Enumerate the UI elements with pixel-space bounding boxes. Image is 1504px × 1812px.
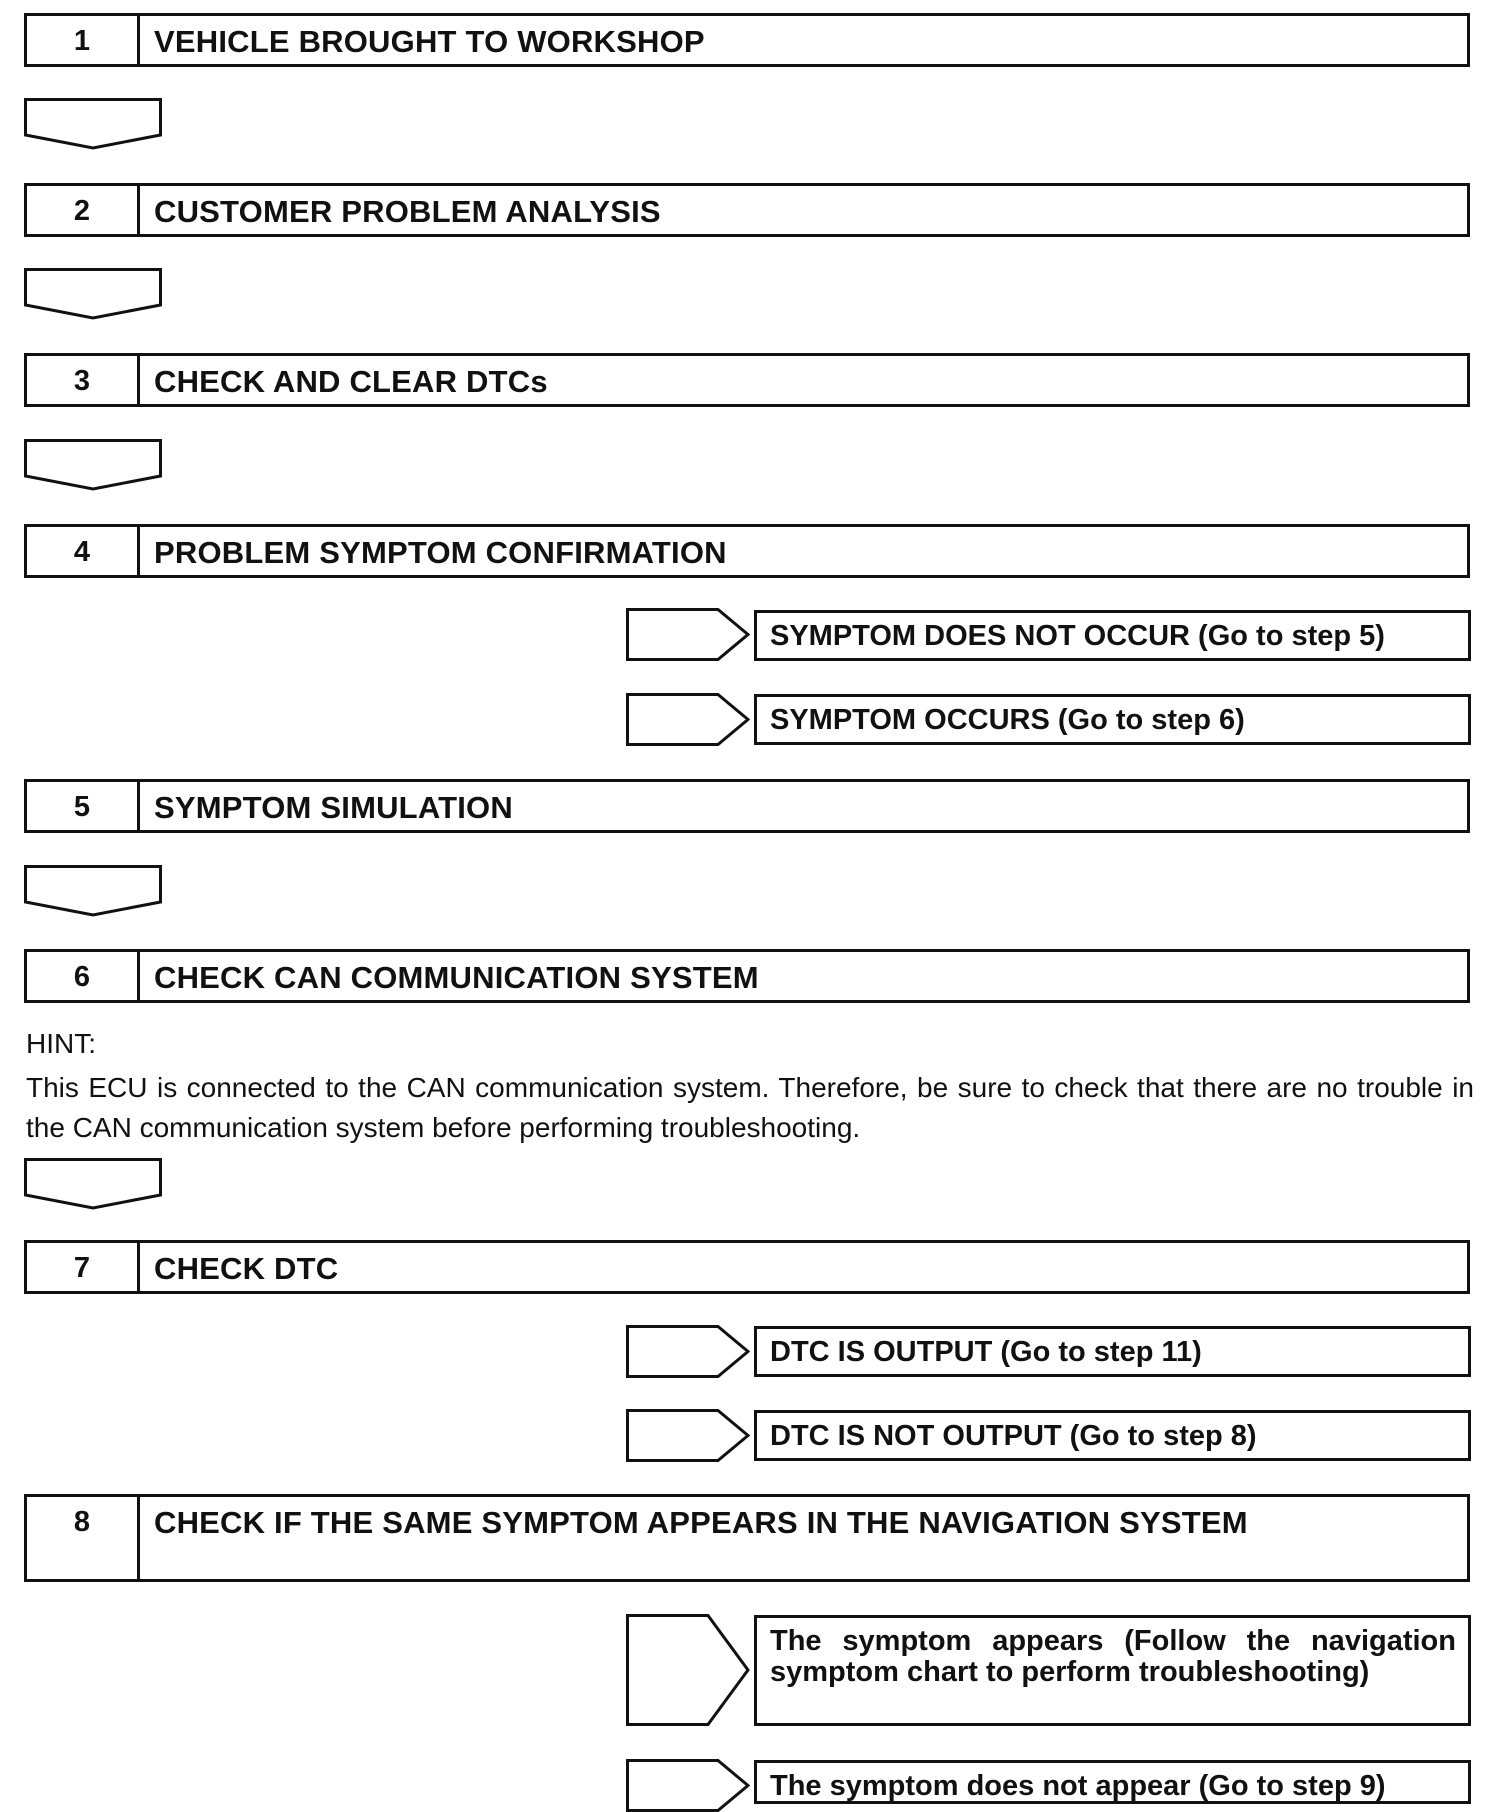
step-title: PROBLEM SYMPTOM CONFIRMATION — [154, 535, 727, 570]
step-number: 8 — [27, 1497, 140, 1579]
step-title: CHECK AND CLEAR DTCs — [154, 364, 548, 399]
step-number: 6 — [27, 952, 140, 1000]
step-6-box — [24, 949, 1470, 1003]
step-title: CHECK CAN COMMUNICATION SYSTEM — [154, 960, 759, 995]
down-arrow-icon — [24, 98, 162, 150]
step-number: 2 — [27, 186, 140, 234]
step-7-box — [24, 1240, 1470, 1294]
right-arrow-icon — [626, 1325, 750, 1378]
right-arrow-icon — [626, 608, 750, 661]
down-arrow-icon — [24, 268, 162, 320]
step-number: 4 — [27, 527, 140, 575]
step-4-box — [24, 524, 1470, 578]
step-number: 7 — [27, 1243, 140, 1291]
right-arrow-icon — [626, 1409, 750, 1462]
result-symptom-does-not-occur: SYMPTOM DOES NOT OCCUR (Go to step 5) — [754, 610, 1471, 661]
step-number: 5 — [27, 782, 140, 830]
result-symptom-appears: The symptom appears (Follow the navigation symptom chart to perform troubleshooting) — [754, 1615, 1471, 1726]
down-arrow-icon — [24, 439, 162, 491]
step-number: 1 — [27, 16, 140, 64]
result-dtc-is-output: DTC IS OUTPUT (Go to step 11) — [754, 1326, 1471, 1377]
down-arrow-icon — [24, 865, 162, 917]
hint-label: HINT: — [26, 1028, 96, 1059]
step-2-box — [24, 183, 1470, 237]
step-5-box — [24, 779, 1470, 833]
result-symptom-occurs: SYMPTOM OCCURS (Go to step 6) — [754, 694, 1471, 745]
result-symptom-does-not-appear: The symptom does not appear (Go to step 9) — [754, 1760, 1471, 1804]
step-title: CHECK IF THE SAME SYMPTOM APPEARS IN THE NAVIGATION SYSTEM — [154, 1505, 1248, 1540]
step-title: CHECK DTC — [154, 1251, 339, 1286]
result-dtc-is-not-output: DTC IS NOT OUTPUT (Go to step 8) — [754, 1410, 1471, 1461]
step-3-box — [24, 353, 1470, 407]
right-arrow-icon — [626, 693, 750, 746]
down-arrow-icon — [24, 1158, 162, 1210]
step-8-box — [24, 1494, 1470, 1582]
right-arrow-icon — [626, 1614, 750, 1726]
step-number: 3 — [27, 356, 140, 404]
step-title: SYMPTOM SIMULATION — [154, 790, 513, 825]
right-arrow-icon — [626, 1759, 750, 1812]
step-title: CUSTOMER PROBLEM ANALYSIS — [154, 194, 661, 229]
step-1-box — [24, 13, 1470, 67]
hint-text: This ECU is connected to the CAN communication system. Therefore, be sure to check that there are no trouble in the CAN communication system before performing troubleshooting. — [26, 1072, 1474, 1143]
step-title: VEHICLE BROUGHT TO WORKSHOP — [154, 24, 705, 59]
